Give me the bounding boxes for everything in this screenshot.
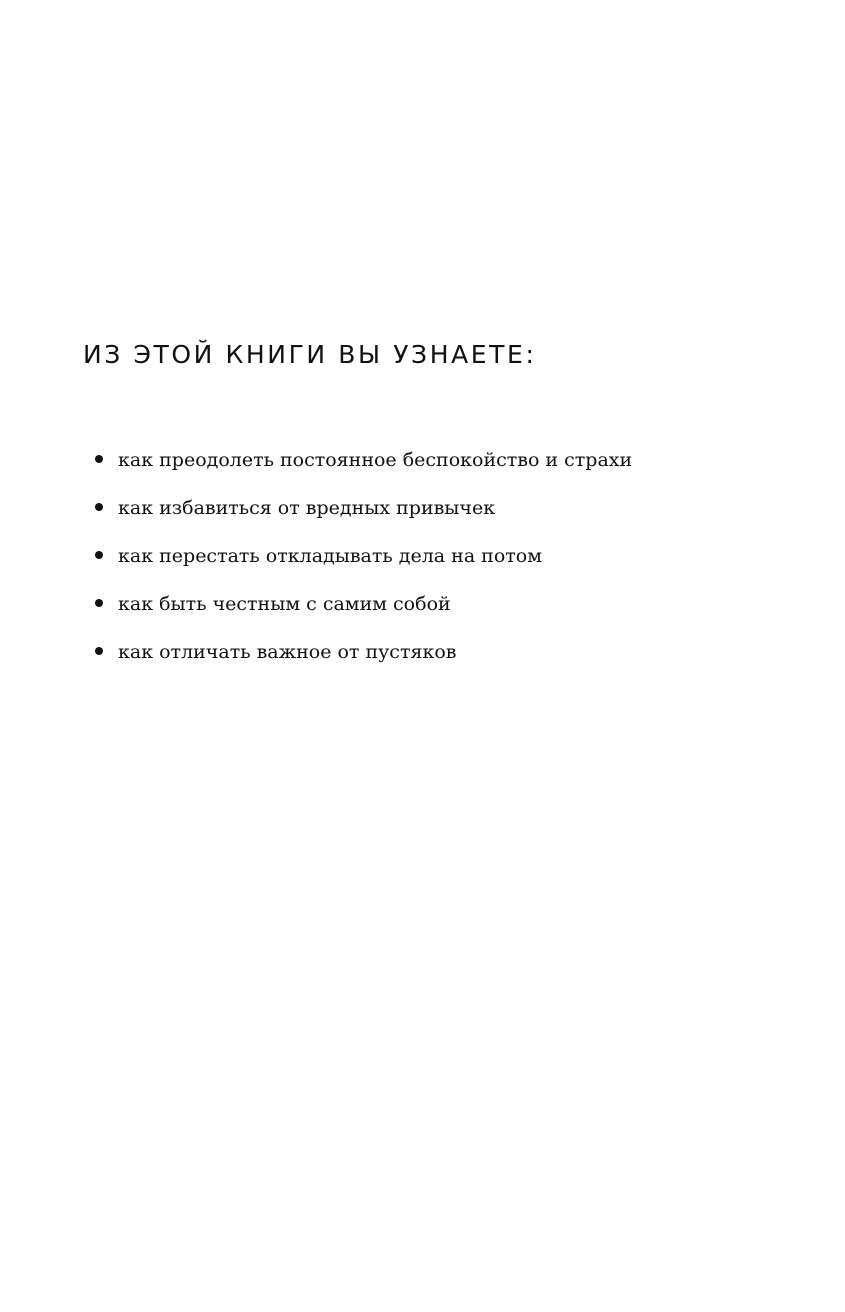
list-item-text: как отличать важное от пустяков <box>118 641 457 663</box>
bullet-icon <box>95 551 103 559</box>
list-item-text: как быть честным с самим собой <box>118 593 451 615</box>
benefits-list <box>95 436 632 676</box>
bullet-icon <box>95 647 103 655</box>
list-item-text: как перестать откладывать дела на потом <box>118 545 543 567</box>
section-heading: ИЗ ЭТОЙ КНИГИ ВЫ УЗНАЕТЕ: <box>83 340 537 369</box>
bullet-icon <box>95 503 103 511</box>
list-item-text: как избавиться от вредных привычек <box>118 497 496 519</box>
list-item-text: как преодолеть постоянное беспокойство и страхи <box>118 449 633 471</box>
list-item <box>95 436 632 484</box>
list-item <box>95 484 632 532</box>
list-item <box>95 628 632 676</box>
bullet-icon <box>95 455 103 463</box>
bullet-icon <box>95 599 103 607</box>
list-item <box>95 580 632 628</box>
list-item <box>95 532 632 580</box>
